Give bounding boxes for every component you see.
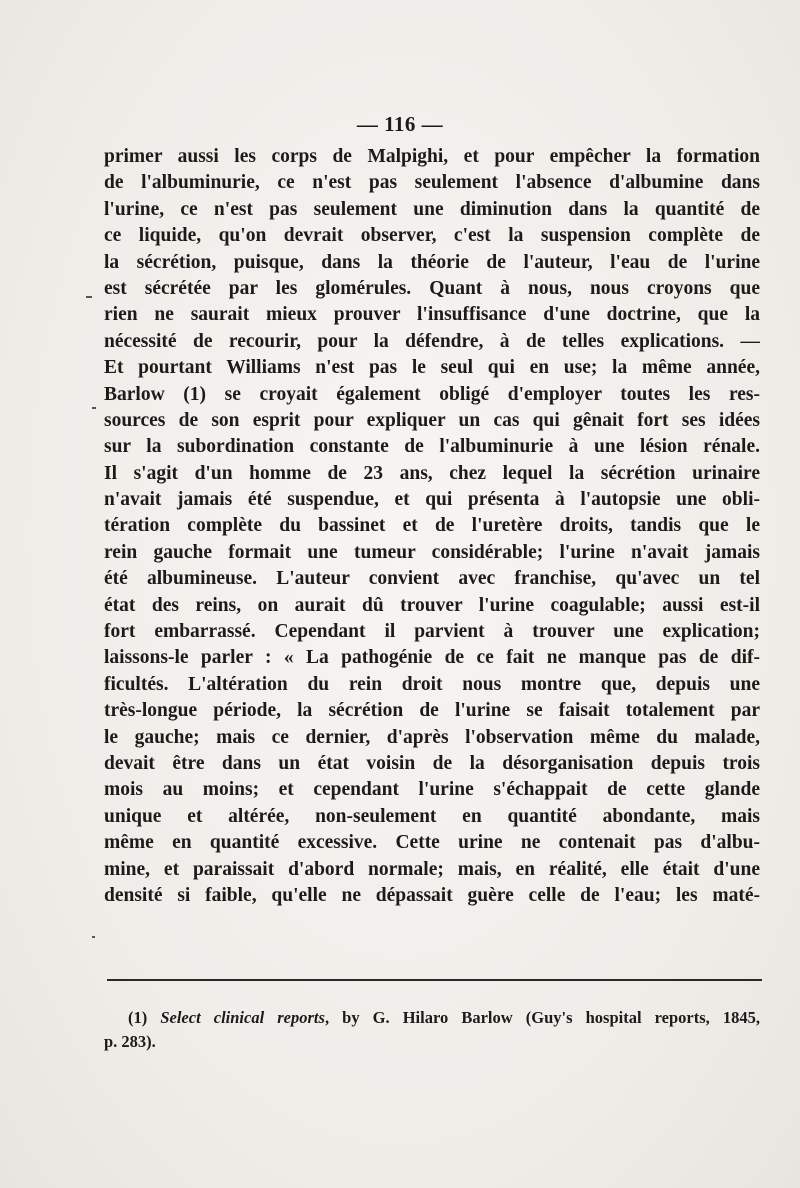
text-line: de l'albuminurie, ce n'est pas seulement l'absence d'albumine dans xyxy=(104,172,760,194)
text-line: très-longue période, la sécrétion de l'urine se faisait totalement par xyxy=(104,700,760,722)
text-line: l'urine, ce n'est pas seulement une diminution dans la quantité de xyxy=(104,198,760,220)
footnote-divider xyxy=(107,979,762,981)
text-line: densité si faible, qu'elle ne dépassait guère celle de l'eau; les maté- xyxy=(104,884,760,906)
footnote-citation: , by G. Hilaro Barlow (Guy's hospital reports, 1845, xyxy=(324,1008,760,1027)
text-line: sources de son esprit pour expliquer un cas qui gênait fort ses idées xyxy=(104,409,760,431)
page-number: — 116 — xyxy=(356,112,444,136)
margin-mark xyxy=(86,296,92,298)
footnote-marker: (1) xyxy=(128,1008,148,1027)
text-line: rien ne saurait mieux prouver l'insuffisance d'une doctrine, que la xyxy=(104,304,760,326)
text-line: tération complète du bassinet et de l'uretère droits, tandis que le xyxy=(104,515,760,537)
margin-mark xyxy=(92,936,95,938)
text-line: Et pourtant Williams n'est pas le seul qui en use; la même année, xyxy=(104,357,760,379)
text-line: mois au moins; et cependant l'urine s'échappait de cette glande xyxy=(104,779,760,801)
text-line: primer aussi les corps de Malpighi, et pour empêcher la formation xyxy=(104,146,760,167)
body-text xyxy=(104,144,760,909)
footnote-title: Select clinical reports xyxy=(160,1008,325,1027)
text-line: état des reins, on aurait dû trouver l'urine coagulable; aussi est-il xyxy=(104,594,760,616)
text-line: rein gauche formait une tumeur considérable; l'urine n'avait jamais xyxy=(104,541,760,563)
text-line: nécessité de recourir, pour la défendre, à de telles explications. — xyxy=(104,330,760,352)
footnote-line-1 xyxy=(104,1006,760,1030)
text-line: mine, et paraissait d'abord normale; mais, en réalité, elle était d'une xyxy=(104,858,760,880)
text-line: la sécrétion, puisque, dans la théorie de l'auteur, l'eau de l'urine xyxy=(104,251,760,273)
text-line: Il s'agit d'un homme de 23 ans, chez lequel la sécrétion urinaire xyxy=(104,462,760,484)
text-line: été albumineuse. L'auteur convient avec franchise, qu'avec un tel xyxy=(104,568,760,590)
text-line: devait être dans un état voisin de la désorganisation depuis trois xyxy=(104,752,760,774)
text-line: laissons-le parler : « La pathogénie de ce fait ne manque pas de dif- xyxy=(104,647,760,669)
text-line: unique et altérée, non-seulement en quantité abondante, mais xyxy=(104,805,760,827)
text-line: fort embarrassé. Cependant il parvient à trouver une explication; xyxy=(104,621,760,643)
text-line: ficultés. L'altération du rein droit nous montre que, depuis une xyxy=(104,673,760,695)
text-line: sur la subordination constante de l'albuminurie à une lésion rénale. xyxy=(104,436,760,458)
margin-mark xyxy=(92,407,96,409)
text-line: le gauche; mais ce dernier, d'après l'observation même du malade, xyxy=(104,726,760,748)
text-line: même en quantité excessive. Cette urine ne contenait pas d'albu- xyxy=(104,832,760,854)
text-line: est sécrétée par les glomérules. Quant à nous, nous croyons que xyxy=(104,277,760,299)
text-line: n'avait jamais été suspendue, et qui présenta à l'autopsie une obli- xyxy=(104,489,760,511)
footnote xyxy=(104,1006,760,1054)
text-line: Barlow (1) se croyait également obligé d'employer toutes les res- xyxy=(104,383,760,405)
text-line: ce liquide, qu'on devrait observer, c'est la suspension complète de xyxy=(104,225,760,247)
footnote-line-2: p. 283). xyxy=(104,1032,156,1051)
